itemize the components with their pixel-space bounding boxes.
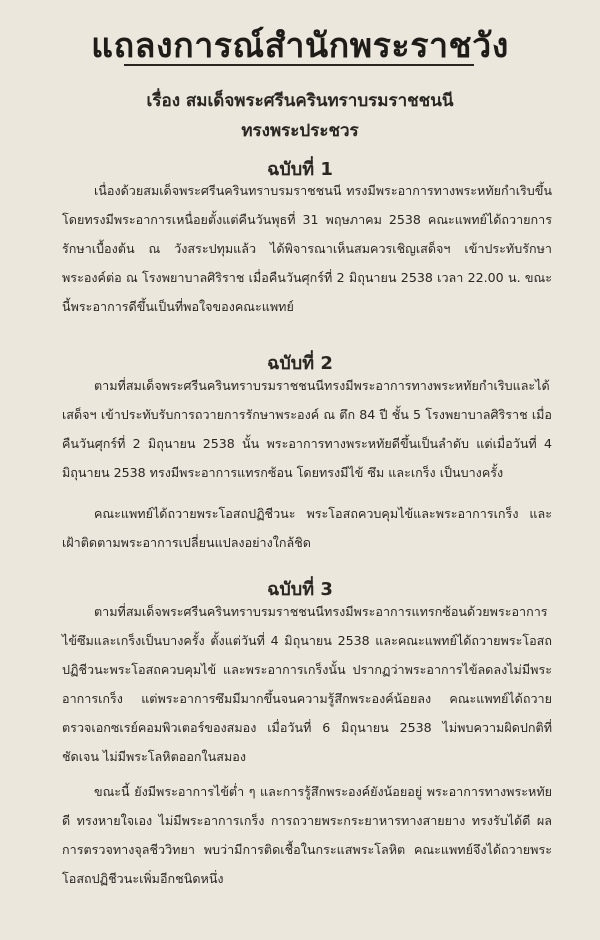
document-title: แถลงการณ์สำนักพระราชวัง <box>91 26 509 66</box>
section-2-paragraph-1: ตามที่สมเด็จพระศรีนครินทราบรมราชชนนีทรงมีพระอาการทางพระหทัยกำเริบและได้เสด็จฯ เข้าประทับรับการถวายการรักษาพระองค์ ณ ตึก 84 ปี ชั้น 5 โรงพยาบาลศิริราช เมื่อคืนวันศุกร์ที่ 2 มิถุนายน 2538 นั้น พระอาการทางพระหทัยดีขึ้นเป็นลำดับ แต่เมื่อวันที่ 4 มิถุนายน 2538 ทรงมีพระอาการแทรกซ้อน โดยทรงมีไข้ ซึม และเกร็ง เป็นบางครั้ง <box>62 378 552 480</box>
subject-line-1: เรื่อง สมเด็จพระศรีนครินทราบรมราชชนนี <box>146 91 454 111</box>
section-2-paragraph-2: คณะแพทย์ได้ถวายพระโอสถปฏิชีวนะ พระโอสถควบคุมไข้และพระอาการเกร็ง และเฝ้าติดตามพระอาการเปลี่ยนแปลงอย่างใกล้ชิด <box>62 506 552 550</box>
subject-block <box>0 86 600 146</box>
section-3-paragraph-1: ตามที่สมเด็จพระศรีนครินทราบรมราชชนนีทรงมีพระอาการแทรกซ้อนด้วยพระอาการไข้ซึมและเกร็งเป็นบางครั้ง ตั้งแต่วันที่ 4 มิถุนายน 2538 และคณะแพทย์ได้ถวายพระโอสถปฏิชีวนะพระโอสถควบคุมไข้ และพระอาการเกร็งนั้น ปรากฏว่าพระอาการไข้ลดลงไม่มีพระอาการเกร็ง แต่พระอาการซึมมีมากขึ้นจนความรู้สึกพระองค์น้อยลง คณะแพทย์ได้ถวายตรวจเอกซเรย์คอมพิวเตอร์ของสมอง เมื่อวันที่ 6 มิถุนายน 2538 ไม่พบความผิดปกติที่ชัดเจน ไม่มีพระโลหิตออกในสมอง <box>62 604 552 764</box>
section-2-heading: ฉบับที่ 2 <box>267 353 333 374</box>
subject-line-2: ทรงพระประชวร <box>241 121 359 141</box>
section-3-heading: ฉบับที่ 3 <box>267 579 333 600</box>
section-3-paragraph-2: ขณะนี้ ยังมีพระอาการไข้ต่ำ ๆ และการรู้สึกพระองค์ยังน้อยอยู่ พระอาการทางพระหทัยดี ทรงหายใจเอง ไม่มีพระอาการเกร็ง การถวายพระกระยาหารทางสายยาง ทรงรับได้ดี ผลการตรวจทางจุลชีววิทยา พบว่ามีการติดเชื้อในกระแสพระโลหิต คณะแพทย์จึงได้ถวายพระโอสถปฏิชีวนะเพิ่มอีกชนิดหนึ่ง <box>62 784 552 886</box>
section-1-heading: ฉบับที่ 1 <box>267 159 333 180</box>
title-underline <box>124 64 474 66</box>
section-1-paragraph-1: เนื่องด้วยสมเด็จพระศรีนครินทราบรมราชชนนี ทรงมีพระอาการทางพระหทัยกำเริบขึ้นโดยทรงมีพระอาการเหนื่อยตั้งแต่คืนวันพุธที่ 31 พฤษภาคม 2538 คณะแพทย์ได้ถวายการรักษาเบื้องต้น ณ วังสระปทุมแล้ว ได้พิจารณาเห็นสมควรเชิญเสด็จฯ เข้าประทับรักษาพระองค์ต่อ ณ โรงพยาบาลศิริราช เมื่อคืนวันศุกร์ที่ 2 มิถุนายน 2538 เวลา 22.00 น. ขณะนี้พระอาการดีขึ้นเป็นที่พอใจของคณะแพทย์ <box>62 183 552 314</box>
